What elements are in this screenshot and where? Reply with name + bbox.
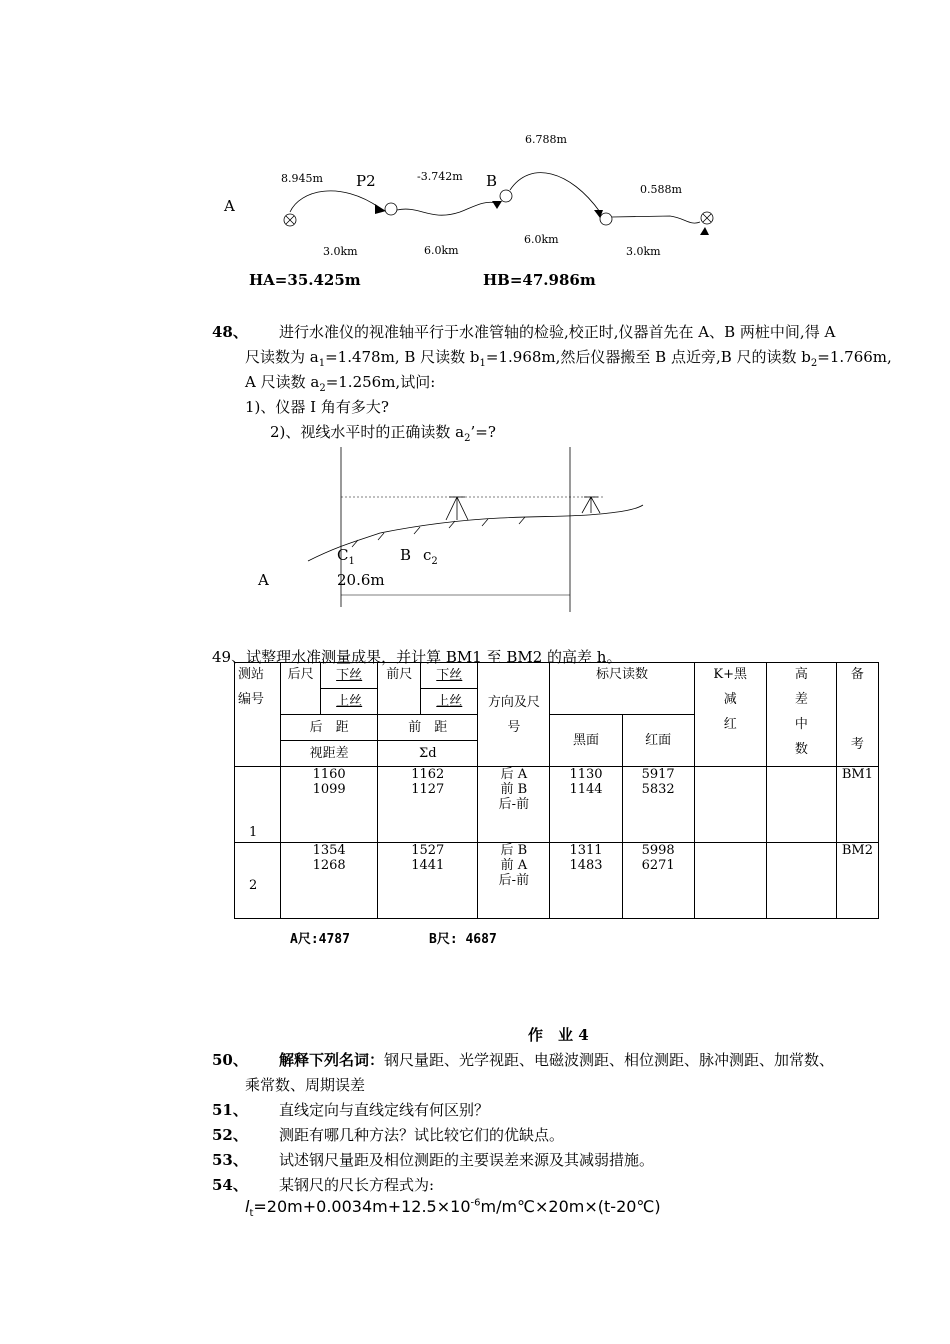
distance-label: 20.6m (337, 571, 385, 589)
header-sight-diff: 视距差 (281, 741, 378, 767)
label-c1: $C_1$ (337, 546, 355, 567)
black-readings: 1130 1144 (550, 767, 622, 843)
header-back-distance: 后 距 (281, 715, 378, 741)
distance-3: 6.0km (524, 233, 559, 246)
height-b: HB=47.986m (483, 271, 596, 289)
remark-cell: BM1 (836, 767, 878, 843)
station-number: 2 (235, 843, 281, 919)
direction-cell: 后 B 前 A 后-前 (478, 843, 550, 919)
q50-text: 解释下列名词：钢尺量距、光学视距、电磁波测距、相位测距、脉冲测距、加常数、 (279, 1051, 835, 1069)
header-reading: 标尺读数 (550, 663, 694, 715)
q51-text: 直线定向与直线定线有何区别？ (279, 1101, 490, 1119)
distance-4: 3.0km (626, 245, 661, 258)
header-red: 红面 (622, 715, 694, 767)
leveling-record-table (234, 662, 879, 919)
header-down-wire-1: 下丝 (321, 663, 378, 689)
q54-number: 54、 (212, 1176, 248, 1194)
q50-text2: 乘常数、周期误差 (245, 1076, 366, 1094)
k-diff-cell[interactable] (694, 767, 766, 843)
q48-line2: 尺读数为 $a_1=1.478m$, B 尺读数 $b_1=1.968m$,然后仪器搬至 B 点近旁,B 尺的读数 $b_2=1.766m$, (245, 348, 892, 369)
q48-sub1: 1)、仪器 I 角有多大? (245, 398, 389, 416)
ground-line (308, 505, 643, 561)
distance-2: 6.0km (424, 244, 459, 257)
q50-number: 50、 (212, 1051, 248, 1069)
height-a: HA=35.425m (249, 271, 361, 289)
distance-1: 3.0km (323, 245, 358, 258)
q48-sub2: 2)、视线水平时的正确读数 $a_2’=$? (270, 423, 496, 444)
label-c2: $c_2$ (423, 546, 438, 567)
q48-line1: 进行水准仪的视准轴平行于水准管轴的检验,校正时,仪器首先在 A、B 两桩中间,得 A (279, 323, 836, 341)
direction-cell: 后 A 前 B 后-前 (478, 767, 550, 843)
remark-cell: BM2 (836, 843, 878, 919)
red-readings: 5998 6271 (622, 843, 694, 919)
homework-title: 作 业 4 (528, 1026, 589, 1044)
q53-number: 53、 (212, 1151, 248, 1169)
height-diff-3: 6.788m (525, 133, 567, 146)
header-station: 测站 编号 (235, 663, 281, 767)
q54-text: 某钢尺的尺长方程式为: (279, 1176, 435, 1194)
height-diff-cell[interactable] (766, 767, 836, 843)
header-height-diff: 高 差 中 数 (766, 663, 836, 767)
header-down-wire-2: 下丝 (421, 663, 478, 689)
label-b-fig2: B (400, 546, 412, 564)
instrument-2-symbol (582, 497, 600, 513)
q48-number: 48、 (212, 323, 248, 341)
header-up-wire-2: 上丝 (421, 689, 478, 715)
q52-number: 52、 (212, 1126, 248, 1144)
header-direction: 方向及尺 号 (478, 663, 550, 767)
q53-text: 试述钢尺量距及相位测距的主要误差来源及其减弱措施。 (279, 1151, 655, 1169)
table-row (235, 767, 879, 843)
height-diff-4: 0.588m (640, 183, 682, 196)
header-black: 黑面 (550, 715, 622, 767)
k-diff-cell[interactable] (694, 843, 766, 919)
table-row (235, 843, 879, 919)
label-p2: P2 (356, 172, 376, 190)
label-a-fig2: A (258, 571, 269, 589)
station-number: 1 (235, 767, 281, 843)
front-readings: 1527 1441 (378, 843, 478, 919)
instrument-check-figure (0, 0, 950, 620)
red-readings: 5917 5832 (622, 767, 694, 843)
back-readings: 1354 1268 (281, 843, 378, 919)
height-diff-1: 8.945m (281, 172, 323, 185)
ruler-b-constant: B尺: 4687 (429, 932, 497, 947)
header-k-diff: K+黑 减 红 (694, 663, 766, 767)
header-front-distance: 前 距 (378, 715, 478, 741)
header-back-ruler: 后尺 (281, 663, 321, 715)
header-up-wire-1: 上丝 (321, 689, 378, 715)
header-front-ruler: 前尺 (378, 663, 421, 715)
q51-number: 51、 (212, 1101, 248, 1119)
header-remark: 备 考 (836, 663, 878, 767)
front-readings: 1162 1127 (378, 767, 478, 843)
header-sum-d: Σd (378, 741, 478, 767)
label-a: A (224, 197, 235, 215)
ground-hatches (352, 517, 525, 547)
height-diff-2: -3.742m (417, 170, 463, 183)
ruler-a-constant: A尺:4787 (290, 932, 350, 947)
q52-text: 测距有哪几种方法？试比较它们的优缺点。 (279, 1126, 565, 1144)
back-readings: 1160 1099 (281, 767, 378, 843)
label-b: B (486, 172, 498, 190)
instrument-1-symbol (446, 497, 468, 520)
height-diff-cell[interactable] (766, 843, 836, 919)
q49-title: 49、试整理水准测量成果，并计算 BM1 至 BM2 的高差 h。 (212, 648, 622, 666)
black-readings: 1311 1483 (550, 843, 622, 919)
q48-line3: A 尺读数 $a_2=1.256m$,试问: (245, 373, 436, 394)
tape-equation: $l_t=20m+0.0034m+12.5\times 10^{-6}m/m℃\times 20m\times(t-20℃)$ (245, 1197, 661, 1220)
